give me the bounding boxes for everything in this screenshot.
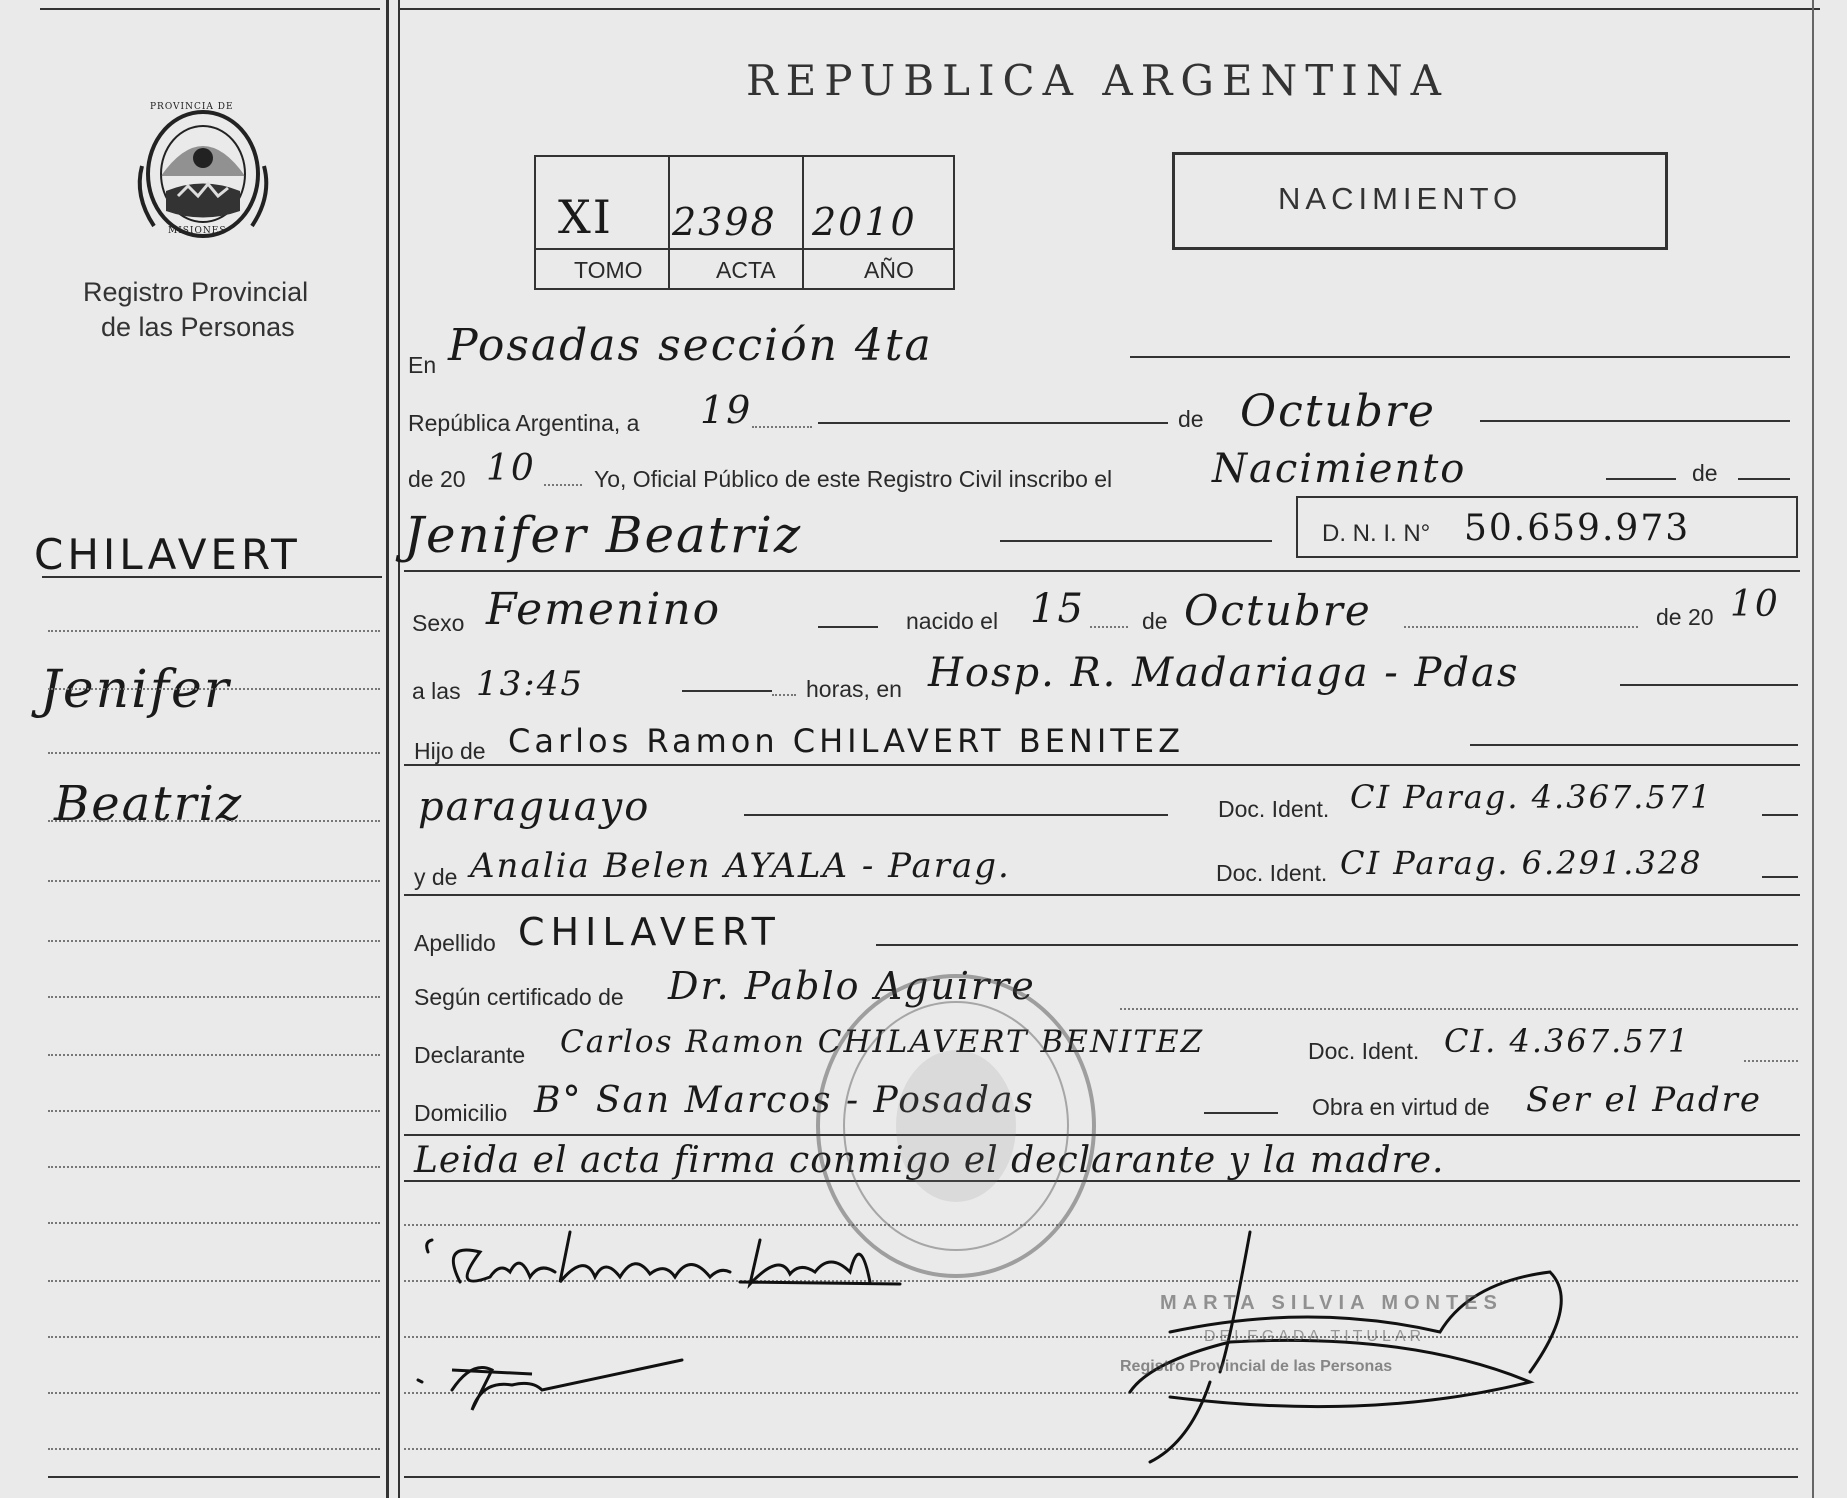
record-type-label: NACIMIENTO <box>1278 181 1523 216</box>
birth-year-prefix: de 20 <box>1656 604 1714 630</box>
alas-label: a las <box>412 678 461 704</box>
father-nationality: paraguayo <box>418 784 651 830</box>
birth-day-line <box>1090 626 1128 628</box>
en-line <box>1130 356 1790 358</box>
dni-value: 50.659.973 <box>1464 508 1691 549</box>
country-title: REPUBLICA ARGENTINA <box>746 56 1449 105</box>
father-rule <box>404 764 1800 766</box>
day-line <box>752 426 812 428</box>
margin-line <box>48 940 380 942</box>
month-value: Octubre <box>1240 386 1436 437</box>
month-line <box>1480 420 1790 422</box>
dni-label: D. N. I. N° <box>1322 520 1431 547</box>
official-stamp-line2: DELEGADA TITULAR <box>1204 1328 1426 1345</box>
margin-line <box>48 1110 380 1112</box>
place-value: Hosp. R. Madariaga - Pdas <box>928 650 1520 696</box>
certificado-value: Dr. Pablo Aguirre <box>668 964 1036 1008</box>
horas-en-label: horas, en <box>806 676 902 702</box>
doc-label1: Doc. Ident. <box>1218 796 1330 822</box>
margin-divider-inner <box>398 0 400 1498</box>
bottom-border <box>48 1476 380 1478</box>
bottom-border <box>404 1476 1798 1478</box>
father-nat-line <box>744 814 1168 816</box>
domicilio-value: B° San Marcos - Posadas <box>534 1080 1035 1121</box>
day-line-solid <box>818 422 1168 424</box>
de-label3: de <box>1142 608 1168 634</box>
tomo-label: TOMO <box>574 257 643 283</box>
sexo-label: Sexo <box>412 610 465 636</box>
domicilio-line <box>1204 1112 1278 1114</box>
apellido-value: CHILAVERT <box>518 910 781 954</box>
margin-line <box>48 1054 380 1056</box>
certificado-label: Según certificado de <box>414 984 624 1010</box>
official-stamp-line1: MARTA SILVIA MONTES <box>1160 1292 1503 1314</box>
margin-surname: CHILAVERT <box>34 530 301 579</box>
apellido-line <box>876 944 1798 946</box>
de-label: de <box>1178 406 1204 432</box>
official-signature <box>1110 1222 1710 1472</box>
doc-label3: Doc. Ident. <box>1308 1038 1420 1064</box>
hijo-label: Hijo de <box>414 738 486 764</box>
apellido-label: Apellido <box>414 930 496 956</box>
event-line <box>1606 478 1676 480</box>
margin-line <box>48 630 380 632</box>
margin-line <box>48 1448 380 1450</box>
top-border-right <box>400 8 1820 10</box>
oficial-text: Yo, Oficial Público de este Registro Civil inscribo el <box>594 466 1113 492</box>
official-stamp-line3: Registro Provincial de las Personas <box>1120 1358 1393 1375</box>
event-value: Nacimiento <box>1212 446 1467 492</box>
yde-label: y de <box>414 864 458 890</box>
obra-label: Obra en virtud de <box>1312 1094 1490 1120</box>
day-value: 19 <box>700 388 753 432</box>
hora-value: 13:45 <box>476 664 584 704</box>
margin-line <box>48 1336 380 1338</box>
margin-divider <box>386 0 389 1498</box>
tomo-value: XI <box>558 190 613 244</box>
sexo-line <box>818 626 878 628</box>
margin-line <box>48 1222 380 1224</box>
place-line <box>1620 684 1798 686</box>
year-suffix-value: 10 <box>486 448 536 489</box>
margin-line <box>48 1392 380 1394</box>
birth-month-line <box>1404 626 1638 628</box>
declarante-doc: CI. 4.367.571 <box>1444 1022 1691 1060</box>
official-initials <box>412 1340 692 1420</box>
birth-year-suffix: 10 <box>1730 584 1780 625</box>
republica-label: República Argentina, a <box>408 410 640 436</box>
hora-line <box>682 690 772 692</box>
registry-name-line2: de las Personas <box>101 312 295 342</box>
year-line <box>544 484 582 486</box>
anio-label: AÑO <box>864 257 914 283</box>
doc-label2: Doc. Ident. <box>1216 860 1328 886</box>
mother-doc: CI Parag. 6.291.328 <box>1340 844 1703 882</box>
seal-top-text: PROVINCIA DE <box>150 102 234 112</box>
margin-line <box>48 752 380 754</box>
anio-value: 2010 <box>812 200 917 244</box>
birth-day: 15 <box>1030 586 1085 632</box>
father-doc-line <box>1762 814 1798 816</box>
acta-value: 2398 <box>672 200 777 244</box>
father-value: Carlos Ramon CHILAVERT BENITEZ <box>508 722 1184 760</box>
certificado-line <box>1120 1008 1798 1010</box>
margin-line <box>42 576 382 578</box>
hora-dots <box>772 694 796 696</box>
registry-name-line1: Registro Provincial <box>83 277 309 307</box>
declarante-label: Declarante <box>414 1042 526 1068</box>
mother-value: Analia Belen AYALA - Parag. <box>470 846 1011 886</box>
margin-line <box>48 880 380 882</box>
top-border <box>40 8 380 10</box>
mother-rule <box>404 894 1800 896</box>
margin-name1: Jenifer <box>40 660 231 720</box>
margin-line <box>48 688 380 690</box>
de-label2: de <box>1692 460 1718 486</box>
de2-line <box>1738 478 1790 480</box>
father-line <box>1470 744 1798 746</box>
person-name: Jenifer Beatriz <box>404 506 803 564</box>
margin-line <box>48 820 380 822</box>
en-value: Posadas sección 4ta <box>448 320 933 371</box>
margin-line <box>48 1166 380 1168</box>
father-doc: CI Parag. 4.367.571 <box>1350 778 1713 816</box>
en-label: En <box>408 352 437 378</box>
mother-doc-line <box>1762 876 1798 878</box>
margin-line <box>48 1280 380 1282</box>
closing-text: Leida el acta firma conmigo el declarante y la madre. <box>414 1140 1445 1181</box>
margin-line <box>48 996 380 998</box>
seal-bottom-text: MISIONES <box>168 226 227 236</box>
section-rule <box>404 570 1800 572</box>
margin-name2: Beatriz <box>54 776 244 832</box>
nacido-label: nacido el <box>906 608 999 634</box>
domicilio-label: Domicilio <box>414 1100 508 1126</box>
person-name-line <box>1000 540 1272 542</box>
reference-values-divider <box>534 248 954 250</box>
acta-label: ACTA <box>716 257 776 283</box>
obra-value: Ser el Padre <box>1526 1080 1763 1120</box>
declarant-signature <box>420 1222 920 1302</box>
birth-month: Octubre <box>1184 586 1372 635</box>
declarante-line <box>1744 1060 1798 1062</box>
sexo-value: Femenino <box>486 584 722 635</box>
right-edge <box>1812 0 1814 1498</box>
declarante-value: Carlos Ramon CHILAVERT BENITEZ <box>560 1024 1205 1060</box>
year-prefix-label: de 20 <box>408 466 466 492</box>
